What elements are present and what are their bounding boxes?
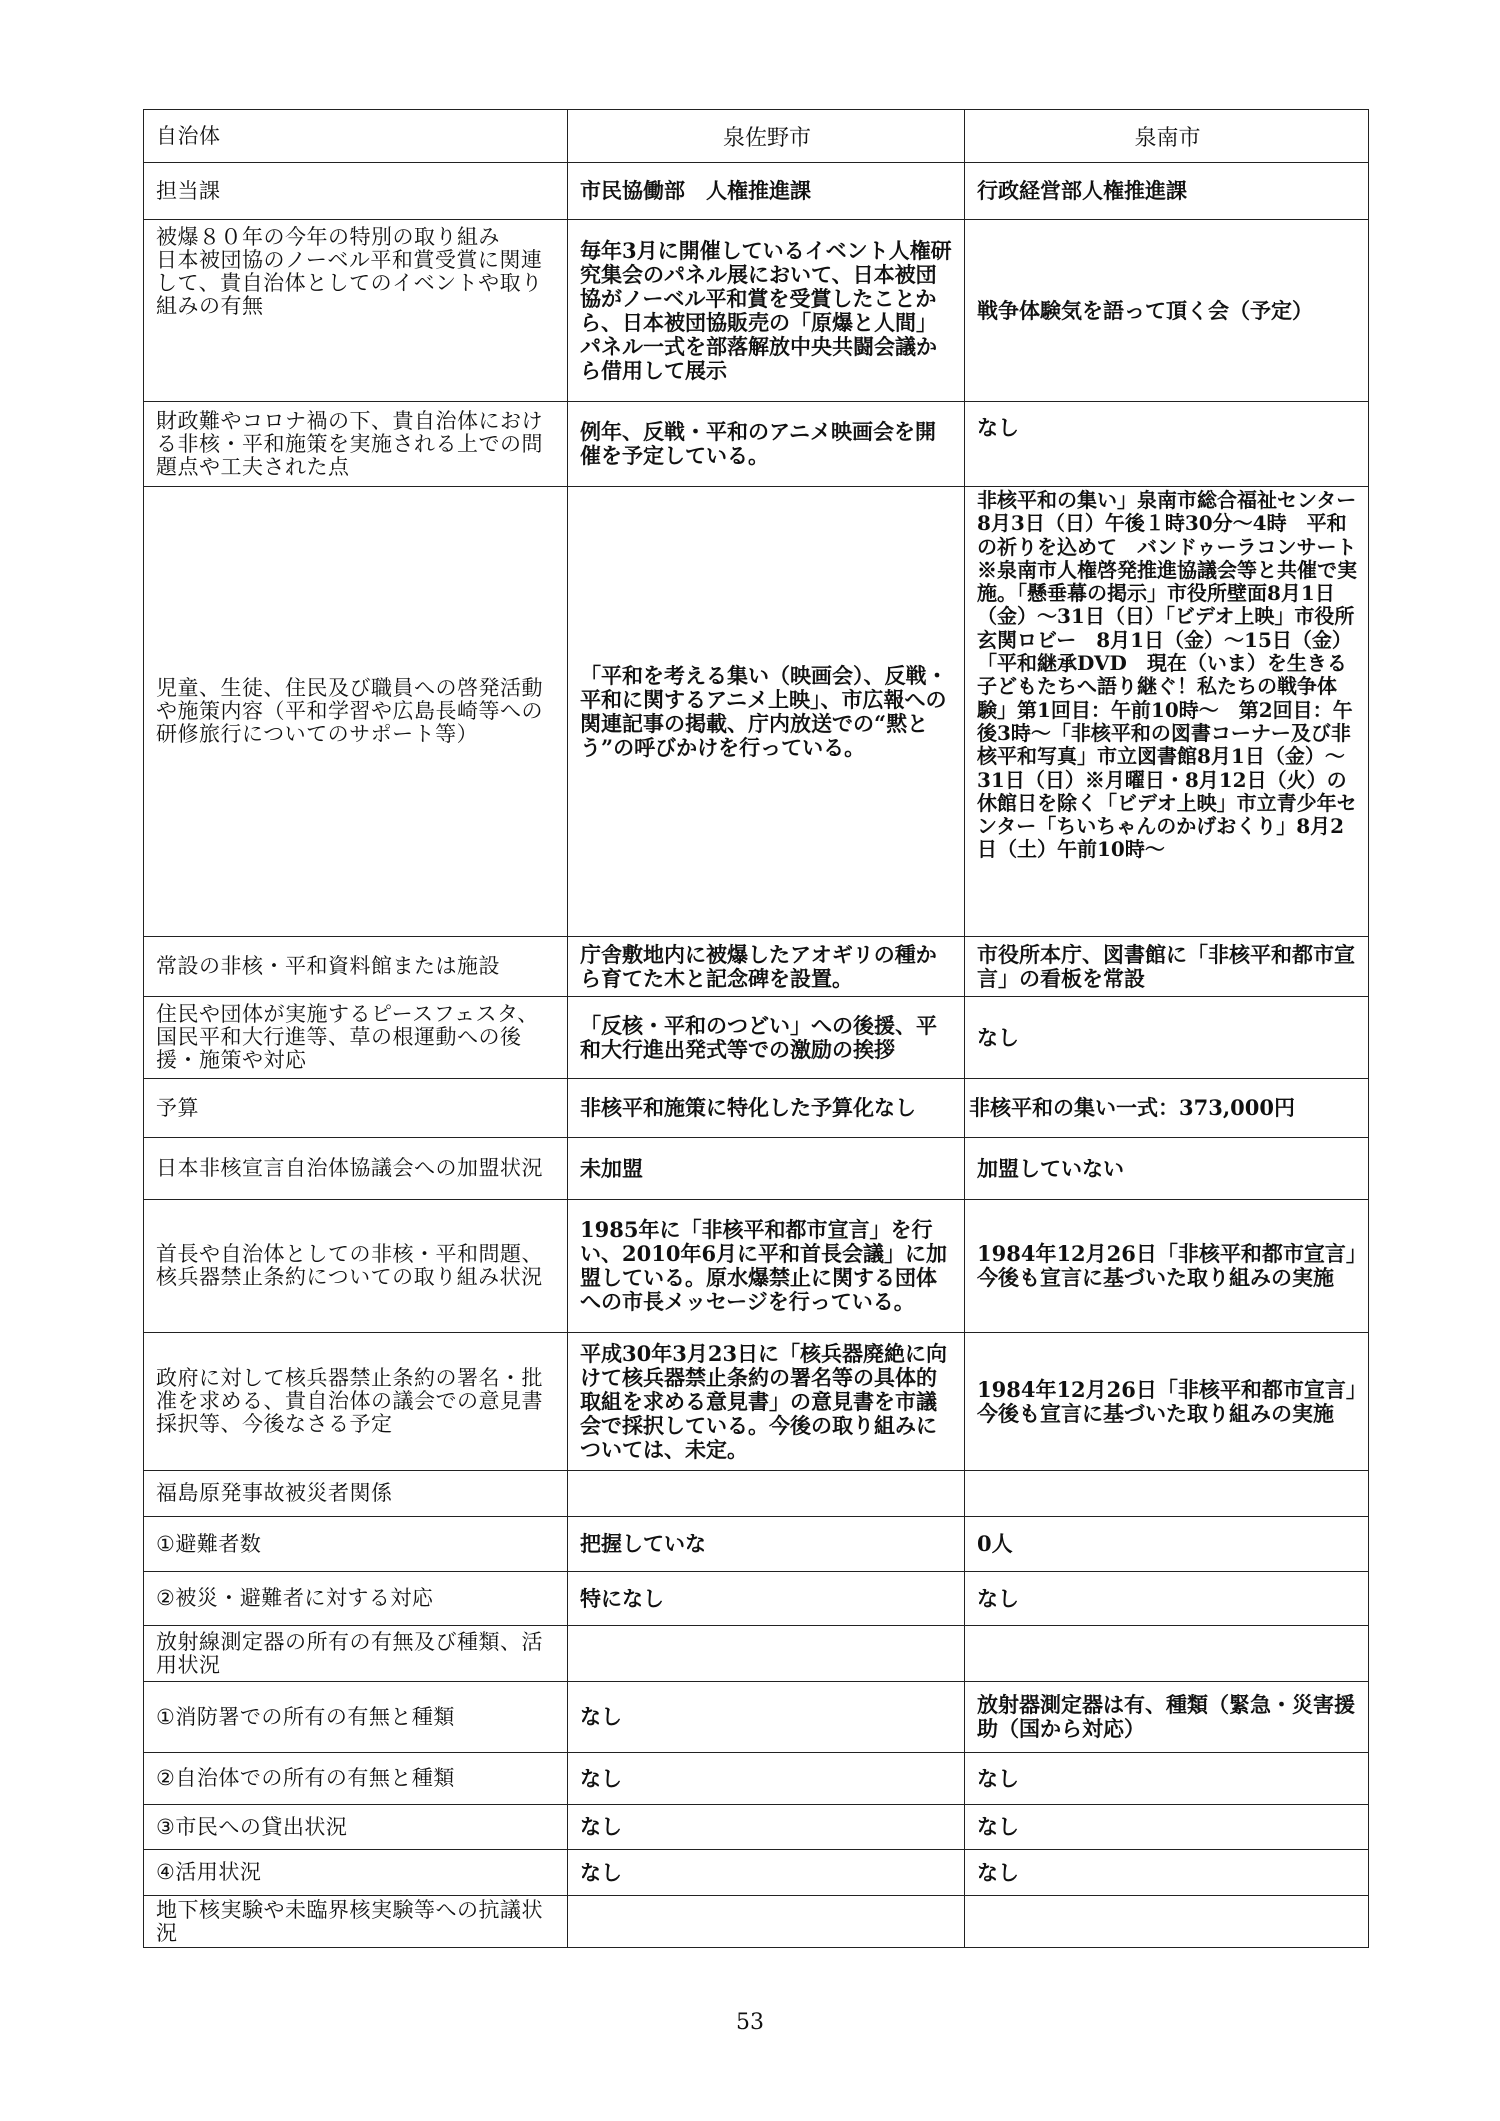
izumisano-cell: なし — [568, 1850, 965, 1896]
row-label: 首長や自治体としての非核・平和問題、核兵器禁止条約についての取り組み状況 — [144, 1200, 568, 1333]
row-label: 放射線測定器の所有の有無及び種類、活用状況 — [144, 1626, 568, 1682]
izumisano-cell: なし — [568, 1805, 965, 1850]
izumisano-cell: 毎年3月に開催しているイベント人権研究集会のパネル展において、日本被団協がノーベル平和賞を受賞したことから、日本被団協販売の「原爆と人間」パネル一式を部落解放中央共闘会議から借用して展示 — [568, 220, 965, 402]
table-row — [144, 1896, 1369, 1948]
sennan-cell: 0人 — [965, 1517, 1369, 1572]
table-row — [144, 1572, 1369, 1626]
izumisano-cell: 特になし — [568, 1572, 965, 1626]
row-label: 住民や団体が実施するピースフェスタ、国民平和大行進等、草の根運動への後援・施策や対応 — [144, 997, 568, 1079]
row-label: ①消防署での所有の有無と種類 — [144, 1682, 568, 1753]
table-row — [144, 220, 1369, 402]
table-row — [144, 163, 1369, 220]
row-label: ④活用状況 — [144, 1850, 568, 1896]
page-number: 53 — [736, 2010, 764, 2035]
sennan-cell: なし — [965, 1805, 1369, 1850]
row-label: ③市民への貸出状況 — [144, 1805, 568, 1850]
table-row — [144, 937, 1369, 997]
izumisano-cell — [568, 1896, 965, 1948]
izumisano-cell: 例年、反戦・平和のアニメ映画会を開催を予定している。 — [568, 402, 965, 487]
header-label-cell: 自治体 — [144, 110, 568, 163]
izumisano-cell: 「平和を考える集い（映画会）、反戦・平和に関するアニメ上映」、市広報への関連記事の掲載、庁内放送での“黙とう”の呼びかけを行っている。 — [568, 487, 965, 937]
sennan-cell: なし — [965, 1753, 1369, 1805]
izumisano-cell: 「反核・平和のつどい」への後援、平和大行進出発式等での激励の挨拶 — [568, 997, 965, 1079]
sennan-cell: 戦争体験気を語って頂く会（予定） — [965, 220, 1369, 402]
izumisano-cell: 市民協働部 人権推進課 — [568, 163, 965, 220]
sennan-cell — [965, 1471, 1369, 1517]
row-label: 担当課 — [144, 163, 568, 220]
header-sennan-cell: 泉南市 — [965, 110, 1369, 163]
sennan-cell: なし — [965, 1850, 1369, 1896]
sennan-cell: なし — [965, 402, 1369, 487]
row-label: ②自治体での所有の有無と種類 — [144, 1753, 568, 1805]
sennan-cell: なし — [965, 997, 1369, 1079]
survey-table — [143, 109, 1377, 1948]
izumisano-cell — [568, 1471, 965, 1517]
sennan-cell — [965, 1896, 1369, 1948]
izumisano-cell: 庁舎敷地内に被爆したアオギリの種から育てた木と記念碑を設置。 — [568, 937, 965, 997]
table-row — [144, 1200, 1369, 1333]
table-row — [144, 1471, 1369, 1517]
izumisano-cell: 平成30年3月23日に「核兵器廃絶に向けて核兵器禁止条約の署名等の具体的取組を求める意見書」の意見書を市議会で採択している。今後の取り組みについては、未定。 — [568, 1333, 965, 1471]
table-row — [144, 1138, 1369, 1200]
table-row — [144, 1626, 1369, 1682]
table-row — [144, 1682, 1369, 1753]
row-label: ①避難者数 — [144, 1517, 568, 1572]
table-row — [144, 1850, 1369, 1896]
sennan-cell: 加盟していない — [965, 1138, 1369, 1200]
izumisano-cell: 1985年に「非核平和都市宣言」を行い、2010年6月に平和首長会議」に加盟している。原水爆禁止に関する団体への市長メッセージを行っている。 — [568, 1200, 965, 1333]
izumisano-cell — [568, 1626, 965, 1682]
row-label: 地下核実験や未臨界核実験等への抗議状況 — [144, 1896, 568, 1948]
table-row — [144, 1079, 1369, 1138]
row-label: 政府に対して核兵器禁止条約の署名・批准を求める、貴自治体の議会での意見書採択等、今後なさる予定 — [144, 1333, 568, 1471]
sennan-cell — [965, 1626, 1369, 1682]
table-row — [144, 1517, 1369, 1572]
izumisano-cell: なし — [568, 1682, 965, 1753]
table-row — [144, 402, 1369, 487]
izumisano-cell: 把握していな — [568, 1517, 965, 1572]
sennan-cell: 非核平和の集い一式：373,000円 — [965, 1079, 1369, 1138]
row-label: 財政難やコロナ禍の下、貴自治体における非核・平和施策を実施される上での問題点や工夫された点 — [144, 402, 568, 487]
row-label: 被爆８０年の今年の特別の取り組み 日本被団協のノーベル平和賞受賞に関連して、貴自治体としてのイベントや取り組みの有無 — [144, 220, 568, 402]
sennan-cell: 1984年12月26日「非核平和都市宣言」今後も宣言に基づいた取り組みの実施 — [965, 1200, 1369, 1333]
sennan-cell: なし — [965, 1572, 1369, 1626]
table-row — [144, 1333, 1369, 1471]
sennan-cell: 市役所本庁、図書館に「非核平和都市宣言」の看板を常設 — [965, 937, 1369, 997]
row-label: 予算 — [144, 1079, 568, 1138]
izumisano-cell: 未加盟 — [568, 1138, 965, 1200]
sennan-cell: 非核平和の集い」泉南市総合福祉センター 8月3日（日）午後１時30分～4時 平和の祈りを込めて バンドゥーラコンサート ※泉南市人権啓発推進協議会等と共催で実施。「懸垂幕の掲示」市役所壁面8月1日（金）～31日（日）「ビデオ上映」市役所玄関ロビー 8月1日（金）～15日（金）「平和継承DVD 現在（いま）を生きる子どもたちへ語り継ぐ！私たちの戦争体験」第1回目：午前10時～ 第2回目：午後3時～「非核平和の図書コーナー及び非核平和写真」市立図書館8月1日（金）～31日（日）※月曜日・8月12日（火）の休館日を除く「ビデオ上映」市立青少年センター「ちいちゃんのかげおくり」8月2日（土）午前10時～ — [965, 487, 1369, 937]
row-label: 児童、生徒、住民及び職員への啓発活動や施策内容（平和学習や広島長崎等への研修旅行についてのサポート等） — [144, 487, 568, 937]
row-label: 常設の非核・平和資料館または施設 — [144, 937, 568, 997]
sennan-cell: 行政経営部人権推進課 — [965, 163, 1369, 220]
row-label: ②被災・避難者に対する対応 — [144, 1572, 568, 1626]
table-row — [144, 487, 1369, 937]
table-row — [144, 1753, 1369, 1805]
row-label: 日本非核宣言自治体協議会への加盟状況 — [144, 1138, 568, 1200]
izumisano-cell: 非核平和施策に特化した予算化なし — [568, 1079, 965, 1138]
izumisano-cell: なし — [568, 1753, 965, 1805]
sennan-cell: 放射器測定器は有、種類（緊急・災害援助（国から対応） — [965, 1682, 1369, 1753]
table-row — [144, 997, 1369, 1079]
row-label: 福島原発事故被災者関係 — [144, 1471, 568, 1517]
sennan-cell: 1984年12月26日「非核平和都市宣言」今後も宣言に基づいた取り組みの実施 — [965, 1333, 1369, 1471]
header-izumisano-cell: 泉佐野市 — [568, 110, 965, 163]
table-row — [144, 1805, 1369, 1850]
table-header-row — [144, 110, 1369, 163]
